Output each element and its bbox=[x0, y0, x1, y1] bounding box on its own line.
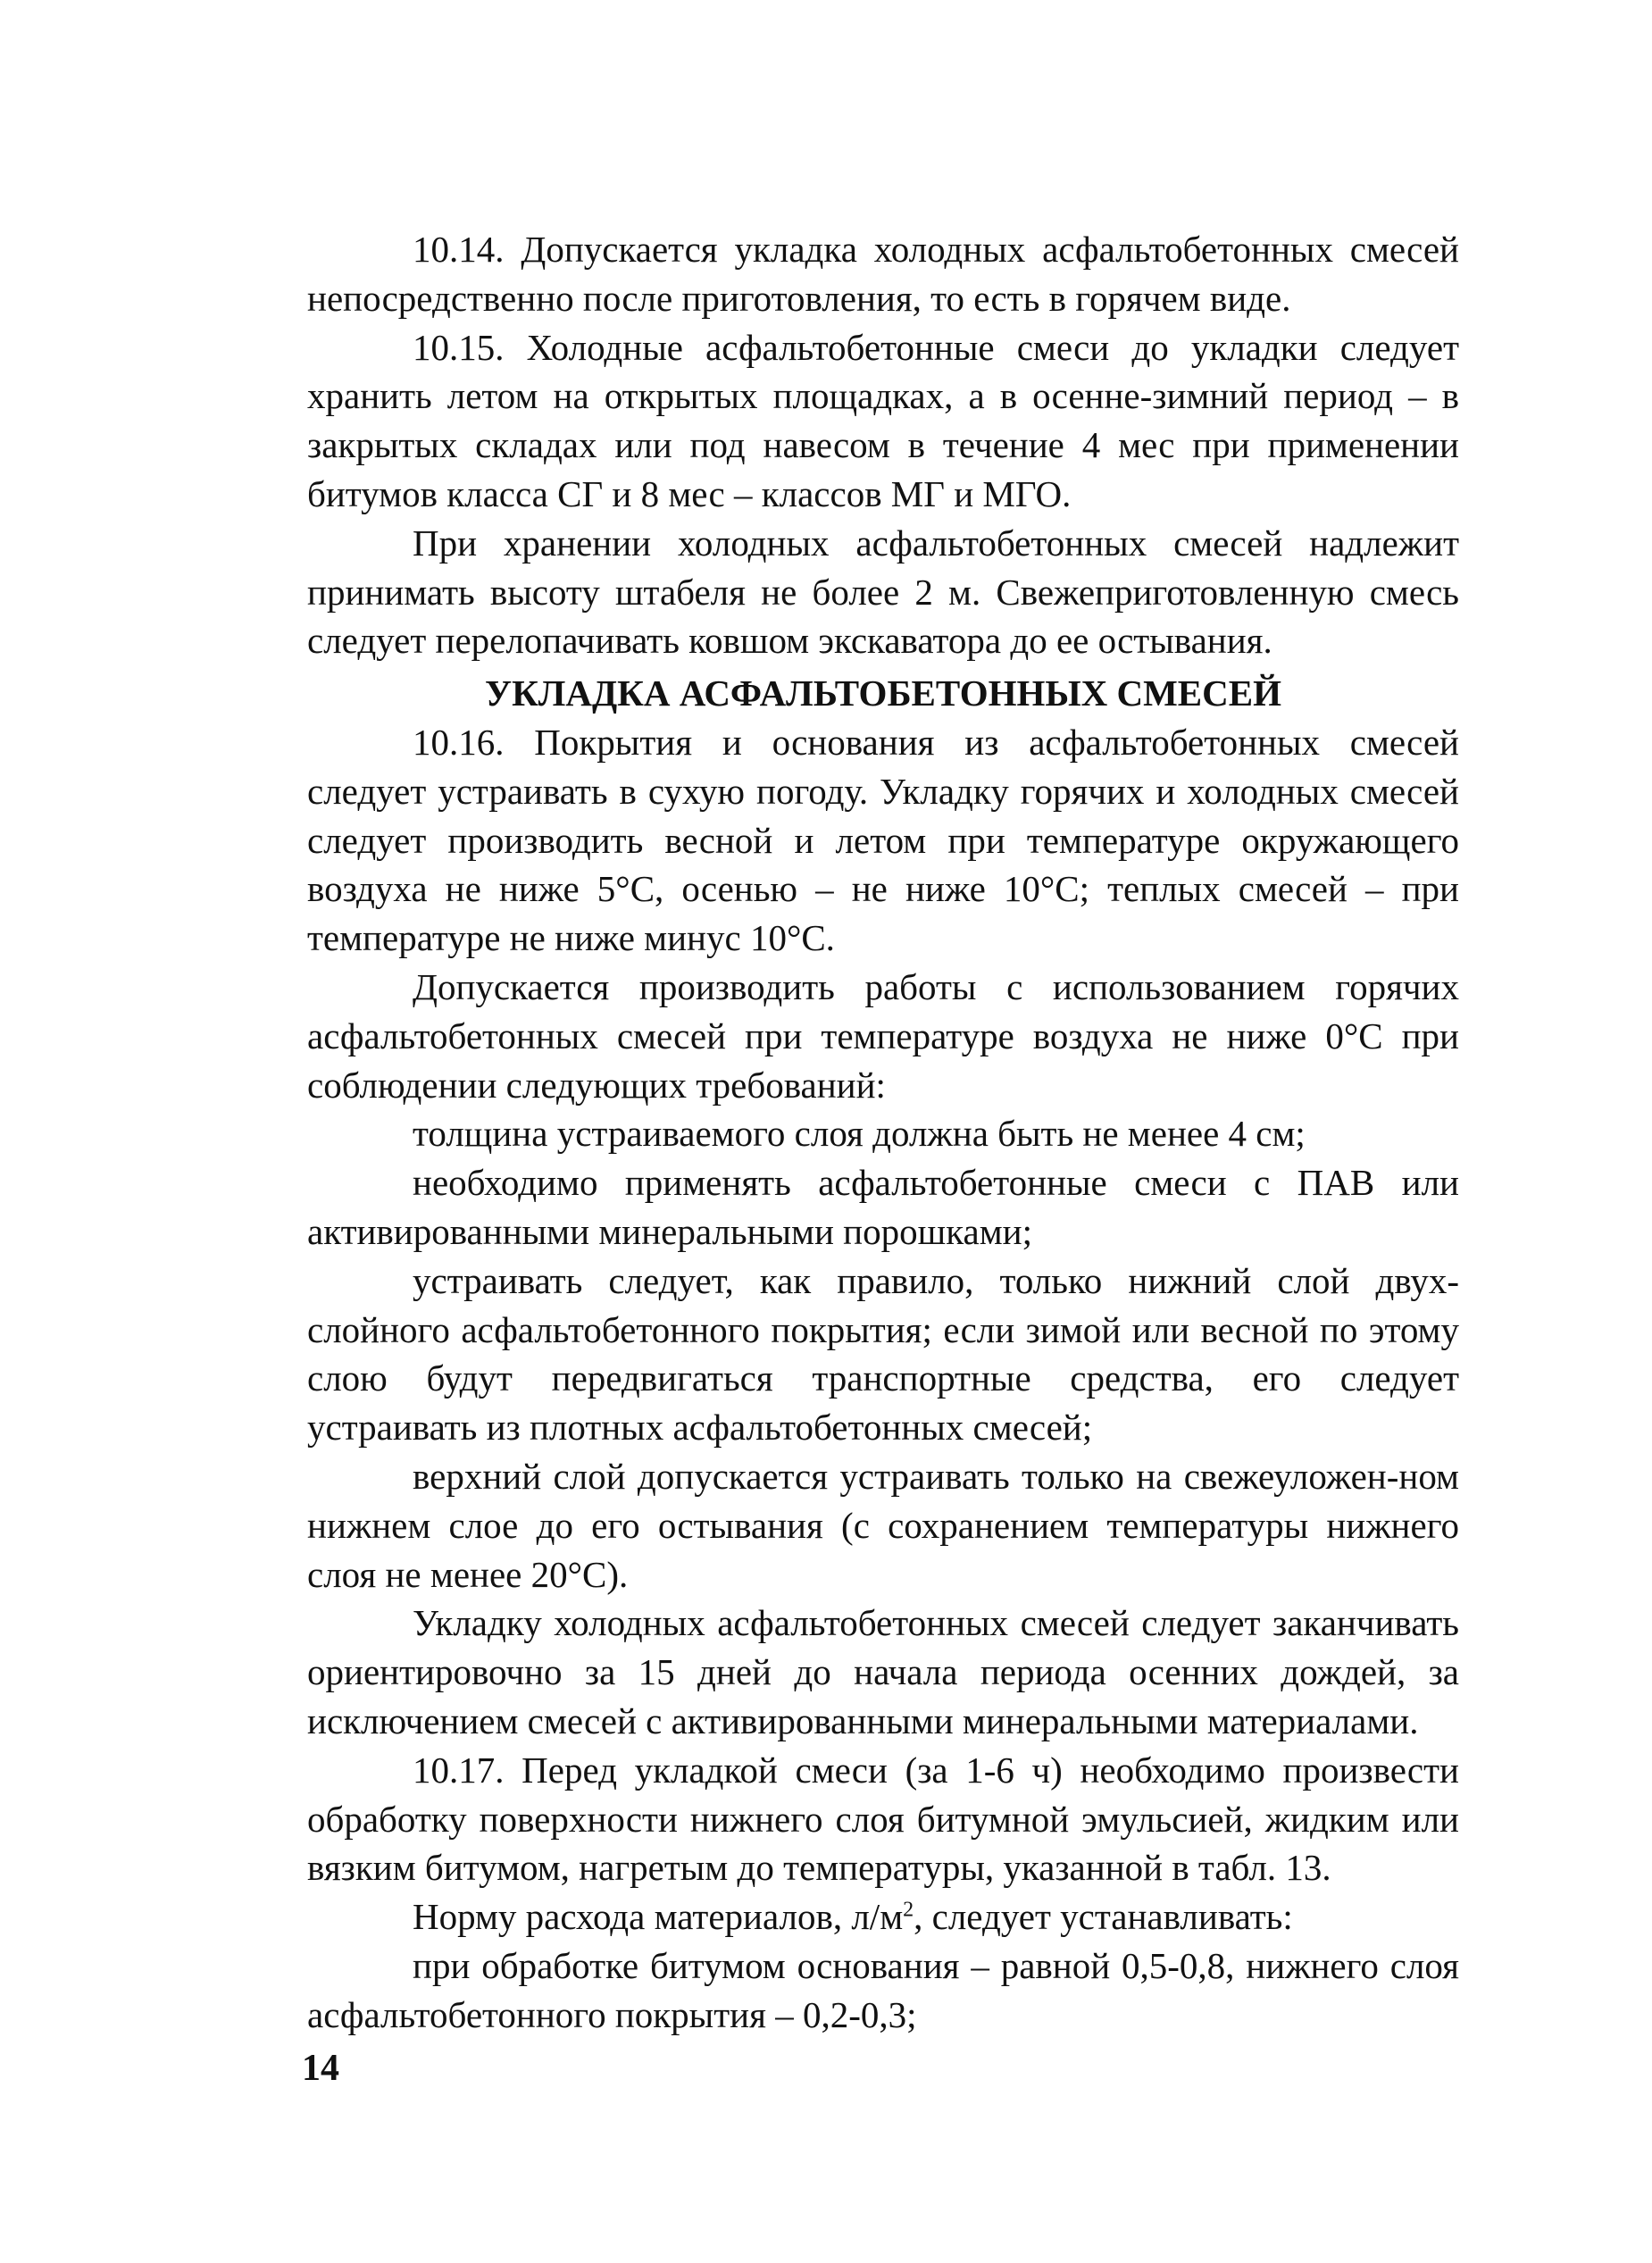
paragraph-bitumen-rate: при обработке битумом основания – равной 0,5-0,8, нижнего слоя асфальтобетонного покрытия – 0,2-0,3; bbox=[307, 1944, 1459, 2035]
paragraph-10-16: 10.16. Покрытия и основания из асфальтобетонных смесей следует устраивать в сухую погоду. Укладку горячих и холодных смесей следует производить весной и летом при температуре окружающего воздуха не ниже 5°С, осенью – не ниже 10°С; теплых смесей – при температуре не ниже минус 10°С. bbox=[307, 721, 1459, 959]
page-body bbox=[307, 225, 1459, 2039]
rate-text-before: Норму расхода материалов, л/м bbox=[413, 1896, 904, 1938]
list-item-thickness: толщина устраиваемого слоя должна быть не менее 4 см; bbox=[413, 1113, 1306, 1155]
rate-text-after: , следует устанавливать: bbox=[914, 1896, 1293, 1938]
page-number: 14 bbox=[302, 2048, 339, 2089]
paragraph-cold-weather: Допускается производить работы с использованием горячих асфальтобетонных смесей при температуре воздуха не ниже 0°С при соблюдении следующих требований: bbox=[307, 965, 1459, 1106]
rate-superscript: 2 bbox=[903, 1898, 914, 1922]
section-heading: УКЛАДКА АСФАЛЬТОБЕТОННЫХ СМЕСЕЙ bbox=[484, 672, 1281, 714]
list-item-surfactant: необходимо применять асфальтобетонные смеси с ПАВ или активированными минеральными порошками; bbox=[307, 1162, 1459, 1252]
paragraph-10-14: 10.14. Допускается укладка холодных асфальтобетонных смесей непосредственно после приготовления, то есть в горячем виде. bbox=[307, 229, 1459, 319]
list-item-upper-layer: верхний слой допускается устраивать только на свежеуложен-ном нижнем слое до его остывания (с сохранением температуры нижнего слоя не менее 20°С). bbox=[307, 1455, 1459, 1595]
paragraph-10-15: 10.15. Холодные асфальтобетонные смеси до укладки следует хранить летом на открытых площадках, а в осенне-зимний период – в закрытых складах или под навесом в течение 4 мес при применении битумов класса СГ и 8 мес – классов МГ и МГО. bbox=[307, 326, 1459, 514]
paragraph-storage: При хранении холодных асфальтобетонных смесей надлежит принимать высоту штабеля не более 2 м. Свежеприготовленную смесь следует перелопачивать ковшом экскаватора до ее остывания. bbox=[307, 522, 1459, 662]
paragraph-10-17: 10.17. Перед укладкой смеси (за 1-6 ч) необходимо произвести обработку поверхности нижнего слоя битумной эмульсией, жидким или вязким битумом, нагретым до температуры, указанной в табл. 13. bbox=[307, 1749, 1459, 1889]
paragraph-cold-mix-deadline: Укладку холодных асфальтобетонных смесей следует заканчивать ориентировочно за 15 дней до начала периода осенних дождей, за исключением смесей с активированными минеральными материалами. bbox=[307, 1602, 1459, 1741]
paragraph-rate bbox=[307, 1892, 1459, 1942]
list-item-lower-layer: устраивать следует, как правило, только нижний слой двух-слойного асфальтобетонного покрытия; если зимой или весной по этому слою будут передвигаться транспортные средства, его следует устраивать из плотных асфальтобетонных смесей; bbox=[307, 1259, 1459, 1449]
